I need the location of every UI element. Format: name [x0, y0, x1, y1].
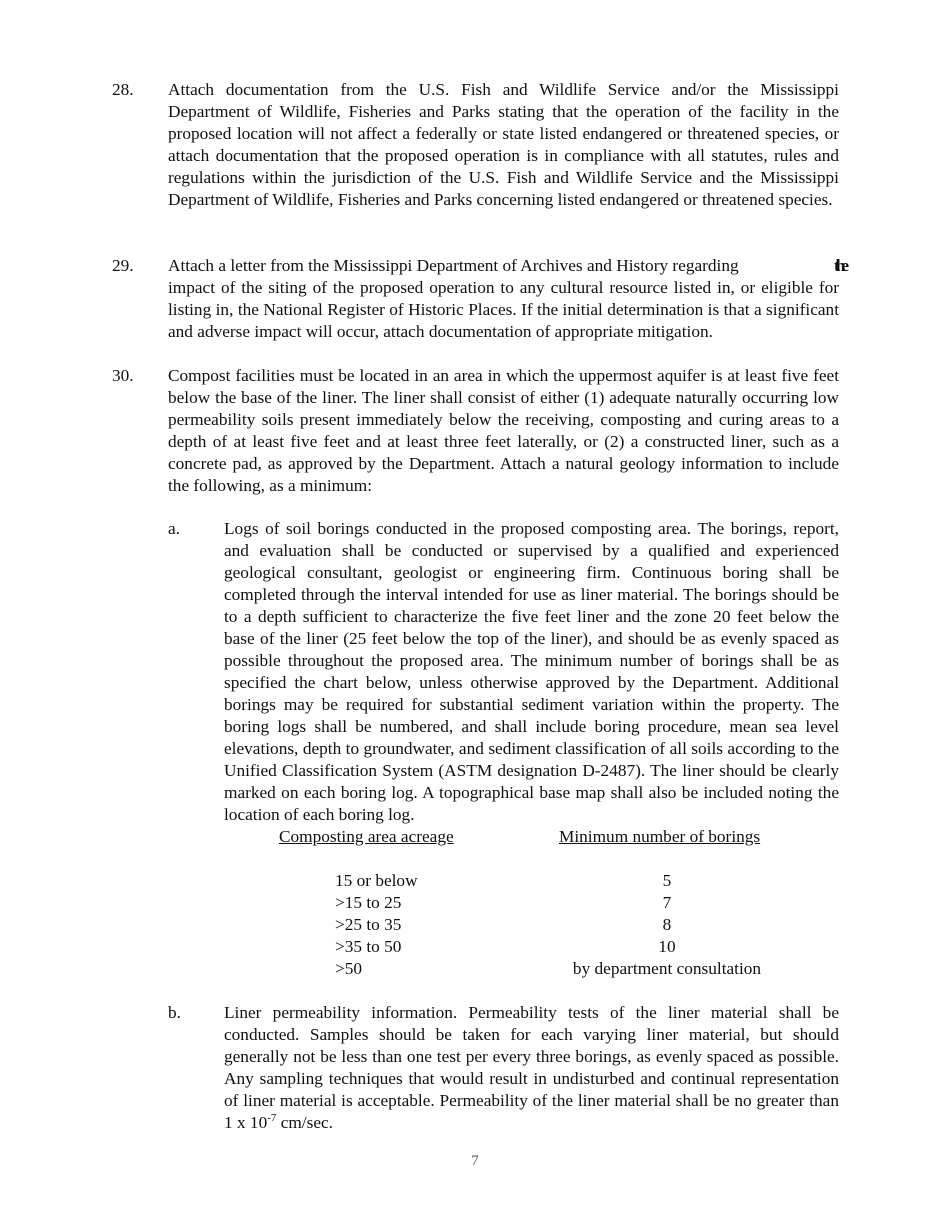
item-text-rest: impact of the siting of the proposed operation to any cultural resource listed in, or eligible for listing in, the National Register of Historic Places. If the initial determination is that a significant and adverse impact will occur, attach documentation of appropriate mitigation.: [168, 278, 839, 341]
exponent: -7: [267, 1112, 277, 1125]
acreage-cell: >25 to 35: [335, 915, 402, 934]
borings-cell: 8: [662, 915, 672, 934]
acreage-cell: >15 to 25: [335, 893, 402, 912]
page-number: 7: [471, 1153, 479, 1169]
item-text: Compost facilities must be located in an area in which the uppermost aquifer is at least five feet below the base of the liner. The liner shall consist of either (1) adequate naturally occurring low permeability soils present immediately below the receiving, composting and curing areas to a depth of at least five feet and at least three feet laterally, or (2) a constructed liner, such as a concrete pad, as approved by the Department. Attach a natural geology information to include the following, as a minimum:: [168, 366, 839, 495]
item-text: [168, 255, 845, 343]
subitem-text-unit: cm/sec.: [276, 1113, 333, 1132]
item-29: [112, 255, 845, 343]
acreage-cell: 15 or below: [335, 871, 418, 890]
table-header-acreage: Composting area acreage: [279, 827, 454, 846]
table-header-borings: Minimum number of borings: [559, 827, 761, 846]
item-number: 29.: [112, 256, 134, 275]
table-row: [279, 892, 799, 914]
subitem-letter: b.: [168, 1003, 181, 1022]
item-number: 30.: [112, 366, 134, 385]
subitem-letter: a.: [168, 519, 180, 538]
borings-cell: 10: [658, 937, 676, 956]
table-row: [279, 958, 799, 980]
borings-cell: 5: [662, 871, 672, 890]
subitem-a: [168, 518, 839, 826]
table-row: [279, 936, 799, 958]
item-30: [112, 365, 839, 497]
item-text-line1: Attach a letter from the Mississippi Department of Archives and History regarding: [168, 256, 739, 275]
item-number: 28.: [112, 80, 134, 99]
borings-cell: by department consultation: [572, 959, 762, 978]
subitem-text-main: Liner permeability information. Permeability tests of the liner material shall be conducted. Samples should be taken for each varying liner material, but should generally not be less than one test per every three borings, as evenly spaced as possible. Any sampling techniques that would result in undisturbed and continual representation of liner material is acceptable. Permeability of the liner material shall be no greater than 1 x 10: [224, 1003, 839, 1132]
item-text-overlap: the: [833, 256, 845, 275]
subitem-b: [168, 1002, 839, 1134]
subitem-text: [224, 1002, 839, 1134]
table-row: [279, 914, 799, 936]
acreage-cell: >35 to 50: [335, 937, 402, 956]
subitem-text: Logs of soil borings conducted in the proposed composting area. The borings, report, and evaluation shall be conducted or supervised by a qualified and experienced geological consultant, geologist or engineering firm. Continuous boring shall be completed through the interval intended for use as liner material. The borings should be to a depth sufficient to characterize the five feet liner and the zone 20 feet below the base of the liner (25 feet below the top of the liner), and should be as evenly spaced as possible throughout the proposed area. The minimum number of borings shall be as specified the chart below, unless otherwise approved by the Department. Additional borings may be required for substantial sediment variation within the property. The boring logs shall be numbered, and shall include boring procedure, mean sea level elevations, depth to groundwater, and sediment classification of all soils according to the Unified Classification System (ASTM designation D-2487). The liner should be clearly marked on each boring log. A topographical base map shall also be included noting the location of each boring log.: [224, 519, 839, 824]
table-row: [279, 870, 799, 892]
item-text: Attach documentation from the U.S. Fish and Wildlife Service and/or the Mississippi Department of Wildlife, Fisheries and Parks stating that the operation of the facility in the proposed location will not affect a federally or state listed endangered or threatened species, or attach documentation that the proposed operation is in compliance with all statutes, rules and regulations within the jurisdiction of the U.S. Fish and Wildlife Service and the Mississippi Department of Wildlife, Fisheries and Parks concerning listed endangered or threatened species.: [168, 80, 839, 209]
acreage-cell: >50: [335, 959, 363, 978]
item-28: [112, 79, 839, 211]
borings-cell: 7: [662, 893, 672, 912]
